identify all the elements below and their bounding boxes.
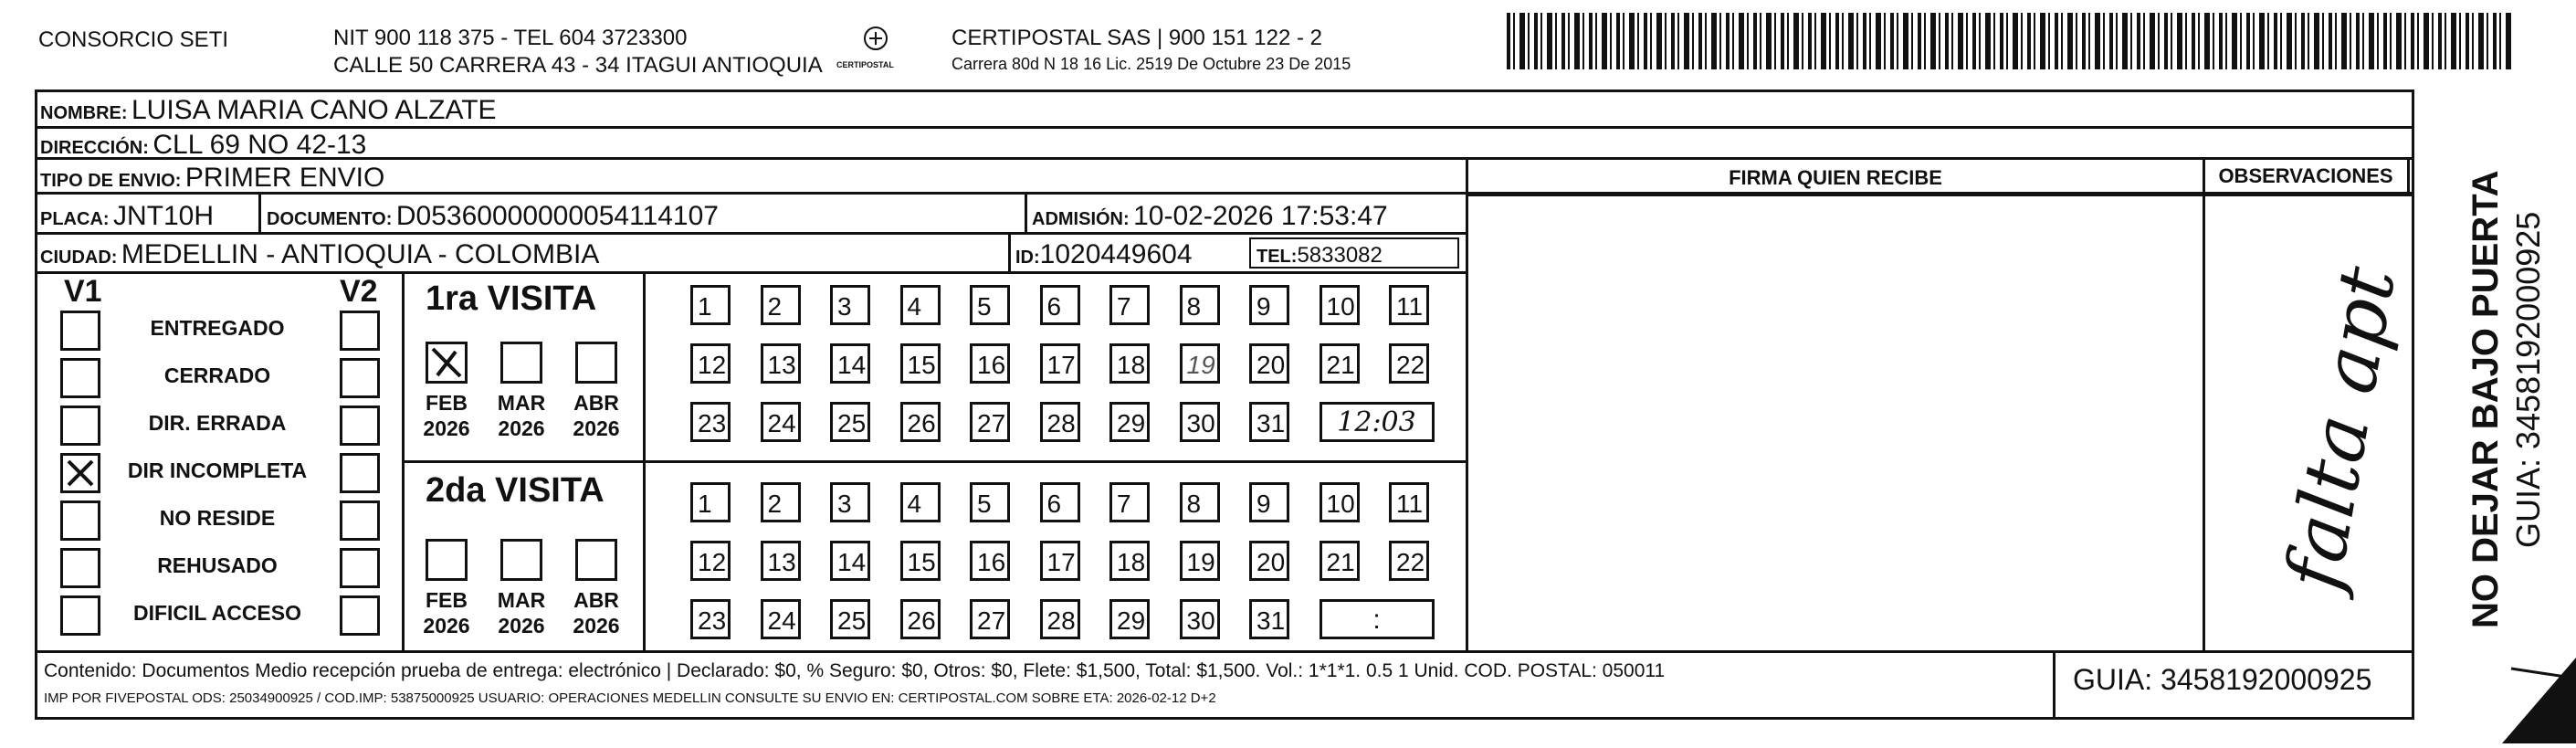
v2-checkbox[interactable] <box>340 548 380 588</box>
ciudad-label: CIUDAD: <box>40 248 118 268</box>
visita1-day-box[interactable]: 29 <box>1109 402 1150 442</box>
visita2-day-box[interactable]: 14 <box>830 541 870 581</box>
id-label: ID: <box>1015 248 1040 268</box>
tipo-envio-label: TIPO DE ENVIO: <box>40 171 182 191</box>
visita1-month-label: ABR <box>573 391 619 415</box>
status-label: DIFICIL ACCESO <box>132 601 301 625</box>
visita2-year-label: 2026 <box>573 614 620 637</box>
visita2-day-box[interactable]: 3 <box>830 482 870 522</box>
visita2-day-box[interactable]: 21 <box>1320 541 1360 581</box>
corner-fold <box>2502 658 2576 743</box>
visita1-day-box[interactable]: 3 <box>830 285 870 325</box>
visita1-day-box[interactable]: 22 <box>1389 343 1429 384</box>
visita2-day-box[interactable]: 9 <box>1249 482 1289 522</box>
visita1-day-box[interactable]: 5 <box>970 285 1010 325</box>
visita2-day-box[interactable]: 20 <box>1249 541 1289 581</box>
ciudad-value: MEDELLIN - ANTIOQUIA - COLOMBIA <box>121 239 600 269</box>
visita2-year-label: 2026 <box>498 614 545 637</box>
visita1-month-label: MAR <box>497 391 546 415</box>
visita2-day-box[interactable]: 27 <box>970 599 1010 639</box>
footer-imp: IMP POR FIVEPOSTAL ODS: 25034900925 / COD.IMP: 53875000925 USUARIO: OPERACIONES MEDELLIN CONSULTE SU ENVIO EN: CERTIPOSTAL.COM SOBRE ETA: 2026-02-12 D+2 <box>44 690 1216 706</box>
visita1-day-box[interactable]: 30 <box>1180 402 1220 442</box>
v1-label: V1 <box>64 274 102 309</box>
tel-label: TEL: <box>1256 247 1298 267</box>
visita2-day-box[interactable]: 5 <box>970 482 1010 522</box>
visita1-time-box[interactable]: 12:03 <box>1320 402 1435 442</box>
nombre-value: LUISA MARIA CANO ALZATE <box>131 95 497 125</box>
logo-text: CERTIPOSTAL <box>836 60 894 69</box>
visita2-month-label: MAR <box>497 588 546 612</box>
id-value: 1020449604 <box>1039 239 1193 269</box>
visita2-day-box[interactable]: 2 <box>761 482 801 522</box>
visita1-day-box[interactable]: 13 <box>761 343 801 384</box>
visita1-day-box[interactable]: 15 <box>900 343 941 384</box>
v1-checkbox[interactable] <box>60 453 100 493</box>
visita1-day-box[interactable]: 28 <box>1040 402 1080 442</box>
nombre-label: NOMBRE: <box>40 103 128 123</box>
admision-value: 10-02-2026 17:53:47 <box>1133 201 1388 231</box>
company-name: CONSORCIO SETI <box>38 27 229 52</box>
visita1-day-box[interactable]: 1 <box>690 285 731 325</box>
visita1-day-box[interactable]: 23 <box>690 402 731 442</box>
v1-checkbox[interactable] <box>60 595 100 636</box>
documento-label: DOCUMENTO: <box>267 209 393 229</box>
footer-contenido: Contenido: Documentos Medio recepción prueba de entrega: electrónico | Declarado: $0, % Seguro: $0, Otros: $0, Flete: $1,500, Total: $1,500. Vol.: 1*1*1. 0.5 1 Unid. COD. POSTAL: 050011 <box>44 660 1666 681</box>
v2-checkbox[interactable] <box>340 358 380 398</box>
visita2-year-label: 2026 <box>423 614 470 637</box>
visita2-day-box[interactable]: 25 <box>830 599 870 639</box>
visita2-day-box[interactable]: 13 <box>761 541 801 581</box>
tipo-envio-value: PRIMER ENVIO <box>184 163 385 193</box>
visita2-day-box[interactable]: 11 <box>1389 482 1429 522</box>
visita2-day-box[interactable]: 30 <box>1180 599 1220 639</box>
visita2-day-box[interactable]: 17 <box>1040 541 1080 581</box>
signature-area[interactable] <box>1470 197 2201 648</box>
status-label: NO RESIDE <box>159 506 276 530</box>
status-label: DIR. ERRADA <box>148 411 287 435</box>
visita2-month-label: ABR <box>573 588 619 612</box>
visita1-day-box[interactable]: 18 <box>1109 343 1150 384</box>
visita2-time-box[interactable]: : <box>1320 599 1435 639</box>
no-dejar-bajo-puerta: NO DEJAR BAJO PUERTA <box>2466 170 2506 628</box>
placa-value: JNT10H <box>113 201 215 231</box>
visita1-day-box[interactable]: 11 <box>1389 285 1429 325</box>
admision-label: ADMISIÓN: <box>1032 209 1130 229</box>
v1-checkbox[interactable] <box>60 358 100 398</box>
v2-checkbox[interactable] <box>340 406 380 446</box>
visita1-day-box[interactable]: 8 <box>1180 285 1220 325</box>
documento-value: D05360000000054114107 <box>395 201 719 231</box>
visita1-day-box[interactable]: 21 <box>1320 343 1360 384</box>
v1-checkbox[interactable] <box>60 406 100 446</box>
v2-checkbox[interactable] <box>340 595 380 636</box>
guia-vertical: GUIA: 3458192000925 <box>2509 211 2547 548</box>
visita2-day-box[interactable]: 19 <box>1180 541 1220 581</box>
visita2-day-box[interactable]: 16 <box>970 541 1010 581</box>
visita1-month-checkbox[interactable] <box>426 342 468 384</box>
footer-guia: GUIA: 3458192000925 <box>2073 663 2372 696</box>
observaciones-handwritten: falta apt <box>2267 260 2413 596</box>
nit-line: NIT 900 118 375 - TEL 604 3723300 <box>333 26 688 50</box>
firma-header: FIRMA QUIEN RECIBE <box>1729 166 1942 189</box>
visita2-day-box[interactable]: 8 <box>1180 482 1220 522</box>
visita2-month-checkbox[interactable] <box>426 539 468 581</box>
visita1-day-box[interactable]: 31 <box>1249 402 1289 442</box>
visita2-day-box[interactable]: 12 <box>690 541 731 581</box>
visita2-day-box[interactable]: 26 <box>900 599 941 639</box>
visita1-day-box[interactable]: 19 <box>1180 343 1220 384</box>
visita1-day-box[interactable]: 10 <box>1320 285 1360 325</box>
visita1-year-label: 2026 <box>423 416 470 440</box>
status-label: REHUSADO <box>157 553 278 577</box>
visita2-day-box[interactable]: 31 <box>1249 599 1289 639</box>
visita1-year-label: 2026 <box>573 416 620 440</box>
visita1-day-box[interactable]: 7 <box>1109 285 1150 325</box>
visita1-month-checkbox[interactable] <box>500 342 542 384</box>
visita2-day-box[interactable]: 15 <box>900 541 941 581</box>
visita2-day-box[interactable]: 4 <box>900 482 941 522</box>
visita1-year-label: 2026 <box>498 416 545 440</box>
tel-value: 5833082 <box>1297 243 1383 268</box>
visita1-day-box[interactable]: 17 <box>1040 343 1080 384</box>
visita1-day-box[interactable]: 14 <box>830 343 870 384</box>
visita2-day-box[interactable]: 29 <box>1109 599 1150 639</box>
visita1-day-box[interactable]: 26 <box>900 402 941 442</box>
visita1-day-box[interactable]: 16 <box>970 343 1010 384</box>
visita1-day-box[interactable]: 9 <box>1249 285 1289 325</box>
visita1-title: 1ra VISITA <box>426 279 597 318</box>
visita2-title: 2da VISITA <box>426 471 605 510</box>
visita2-day-box[interactable]: 23 <box>690 599 731 639</box>
certipostal-line1: CERTIPOSTAL SAS | 900 151 122 - 2 <box>952 26 1322 50</box>
visita1-day-box[interactable]: 20 <box>1249 343 1289 384</box>
status-label: CERRADO <box>163 363 271 387</box>
certipostal-line2: Carrera 80d N 18 16 Lic. 2519 De Octubre 23 De 2015 <box>952 55 1351 73</box>
barcode <box>1507 13 2511 69</box>
direccion-label: DIRECCIÓN: <box>40 138 149 158</box>
visita1-day-box[interactable]: 4 <box>900 285 941 325</box>
visita2-day-box[interactable]: 10 <box>1320 482 1360 522</box>
visita2-month-checkbox[interactable] <box>500 539 542 581</box>
observaciones-header: OBSERVACIONES <box>2218 164 2393 187</box>
v2-checkbox[interactable] <box>340 500 380 541</box>
visita2-day-box[interactable]: 18 <box>1109 541 1150 581</box>
address-line: CALLE 50 CARRERA 43 - 34 ITAGUI ANTIOQUIA <box>333 53 823 78</box>
certipostal-logo-icon <box>857 26 895 55</box>
visita1-month-label: FEB <box>426 391 468 415</box>
visita2-day-box[interactable]: 24 <box>761 599 801 639</box>
visita1-day-box[interactable]: 12 <box>690 343 731 384</box>
visita2-day-box[interactable]: 1 <box>690 482 731 522</box>
visita1-day-box[interactable]: 24 <box>761 402 801 442</box>
v2-checkbox[interactable] <box>340 453 380 493</box>
visita1-day-box[interactable]: 6 <box>1040 285 1080 325</box>
visita1-day-box[interactable]: 27 <box>970 402 1010 442</box>
status-label: ENTREGADO <box>150 316 285 340</box>
direccion-value: CLL 69 NO 42-13 <box>152 130 367 160</box>
visita1-month-checkbox[interactable] <box>575 342 617 384</box>
visita1-day-box[interactable]: 25 <box>830 402 870 442</box>
visita2-month-label: FEB <box>426 588 468 612</box>
v1-checkbox[interactable] <box>60 548 100 588</box>
v2-label: V2 <box>340 274 378 309</box>
visita2-day-box[interactable]: 22 <box>1389 541 1429 581</box>
visita2-day-box[interactable]: 7 <box>1109 482 1150 522</box>
visita2-month-checkbox[interactable] <box>575 539 617 581</box>
status-label: DIR INCOMPLETA <box>127 458 308 482</box>
v1-checkbox[interactable] <box>60 500 100 541</box>
v2-checkbox[interactable] <box>340 311 380 351</box>
visita2-day-box[interactable]: 6 <box>1040 482 1080 522</box>
visita1-day-box[interactable]: 2 <box>761 285 801 325</box>
placa-label: PLACA: <box>40 209 110 229</box>
v1-checkbox[interactable] <box>60 311 100 351</box>
visita2-day-box[interactable]: 28 <box>1040 599 1080 639</box>
